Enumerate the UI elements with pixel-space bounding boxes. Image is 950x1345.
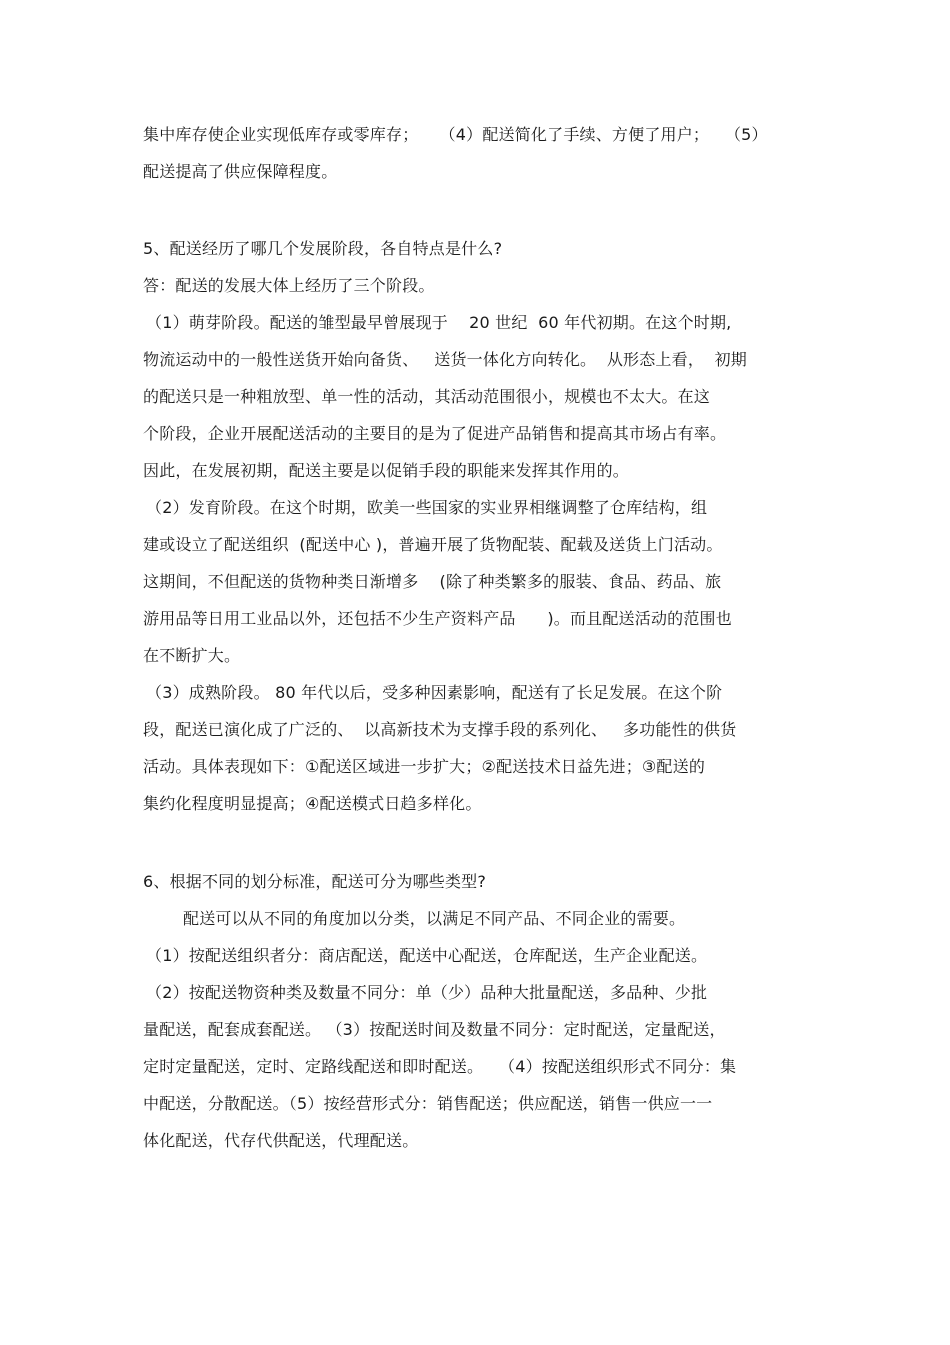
paragraph-line: （3）成熟阶段。 80 年代以后，受多种因素影响，配送有了长足发展。在这个阶 xyxy=(146,683,723,702)
paragraph-line: （1）萌芽阶段。配送的雏型最早曾展现于 20 世纪 60 年代初期。在这个时期, xyxy=(146,313,732,332)
paragraph-line: 集中库存使企业实现低库存或零库存； （4）配送简化了手续、方便了用户； （5） xyxy=(143,125,768,144)
paragraph-line: 定时定量配送，定时、定路线配送和即时配送。 （4）按配送组织形式不同分：集 xyxy=(143,1057,737,1076)
paragraph-line: （2）按配送物资种类及数量不同分：单（少）品种大批量配送，多品种、少批 xyxy=(146,983,708,1002)
paragraph-line: 因此，在发展初期，配送主要是以促销手段的职能来发挥其作用的。 xyxy=(143,461,630,480)
paragraph-line: （2）发育阶段。在这个时期，欧美一些国家的实业界相继调整了仓库结构，组 xyxy=(146,498,708,517)
answer-intro: 答：配送的发展大体上经历了三个阶段。 xyxy=(143,276,435,295)
paragraph-line: 活动。具体表现如下：①配送区域进一步扩大；②配送技术日益先进；③配送的 xyxy=(143,757,706,776)
paragraph-line: 集约化程度明显提高；④配送模式日趋多样化。 xyxy=(143,794,482,813)
paragraph-line: 游用品等日用工业品以外，还包括不少生产资料产品 )。而且配送活动的范围也 xyxy=(143,609,732,628)
paragraph-line: 的配送只是一种粗放型、单一性的活动，其活动范围很小，规模也不太大。在这 xyxy=(143,387,711,406)
paragraph-line: （1）按配送组织者分：商店配送，配送中心配送，仓库配送，生产企业配送。 xyxy=(146,946,708,965)
paragraph-line: 量配送，配套成套配送。 （3）按配送时间及数量不同分：定时配送，定量配送， xyxy=(143,1020,726,1039)
paragraph-line: 个阶段，企业开展配送活动的主要目的是为了促进产品销售和提高其市场占有率。 xyxy=(143,424,727,443)
paragraph-line: 配送可以从不同的角度加以分类，以满足不同产品、不同企业的需要。 xyxy=(183,909,686,928)
paragraph-line: 段，配送已演化成了广泛的、 以高新技术为支撑手段的系列化、 多功能性的供货 xyxy=(143,720,737,739)
paragraph-line: 建或设立了配送组织 (配送中心 )，普遍开展了货物配装、配载及送货上门活动。 xyxy=(143,535,723,554)
paragraph-line: 在不断扩大。 xyxy=(143,646,241,665)
paragraph-line: 物流运动中的一般性送货开始向备货、 送货一体化方向转化。 从形态上看， 初期 xyxy=(143,350,748,369)
paragraph-line: 中配送，分散配送。（5）按经营形式分：销售配送；供应配送，销售一供应一一 xyxy=(143,1094,713,1113)
paragraph-line: 体化配送，代存代供配送，代理配送。 xyxy=(143,1131,419,1150)
question-heading: 5、配送经历了哪几个发展阶段，各自特点是什么? xyxy=(143,239,503,258)
paragraph-line: 配送提高了供应保障程度。 xyxy=(143,162,338,181)
question-heading: 6、根据不同的划分标准，配送可分为哪些类型? xyxy=(143,872,487,891)
paragraph-line: 这期间，不但配送的货物种类日渐增多 (除了种类繁多的服装、食品、药品、旅 xyxy=(143,572,722,591)
